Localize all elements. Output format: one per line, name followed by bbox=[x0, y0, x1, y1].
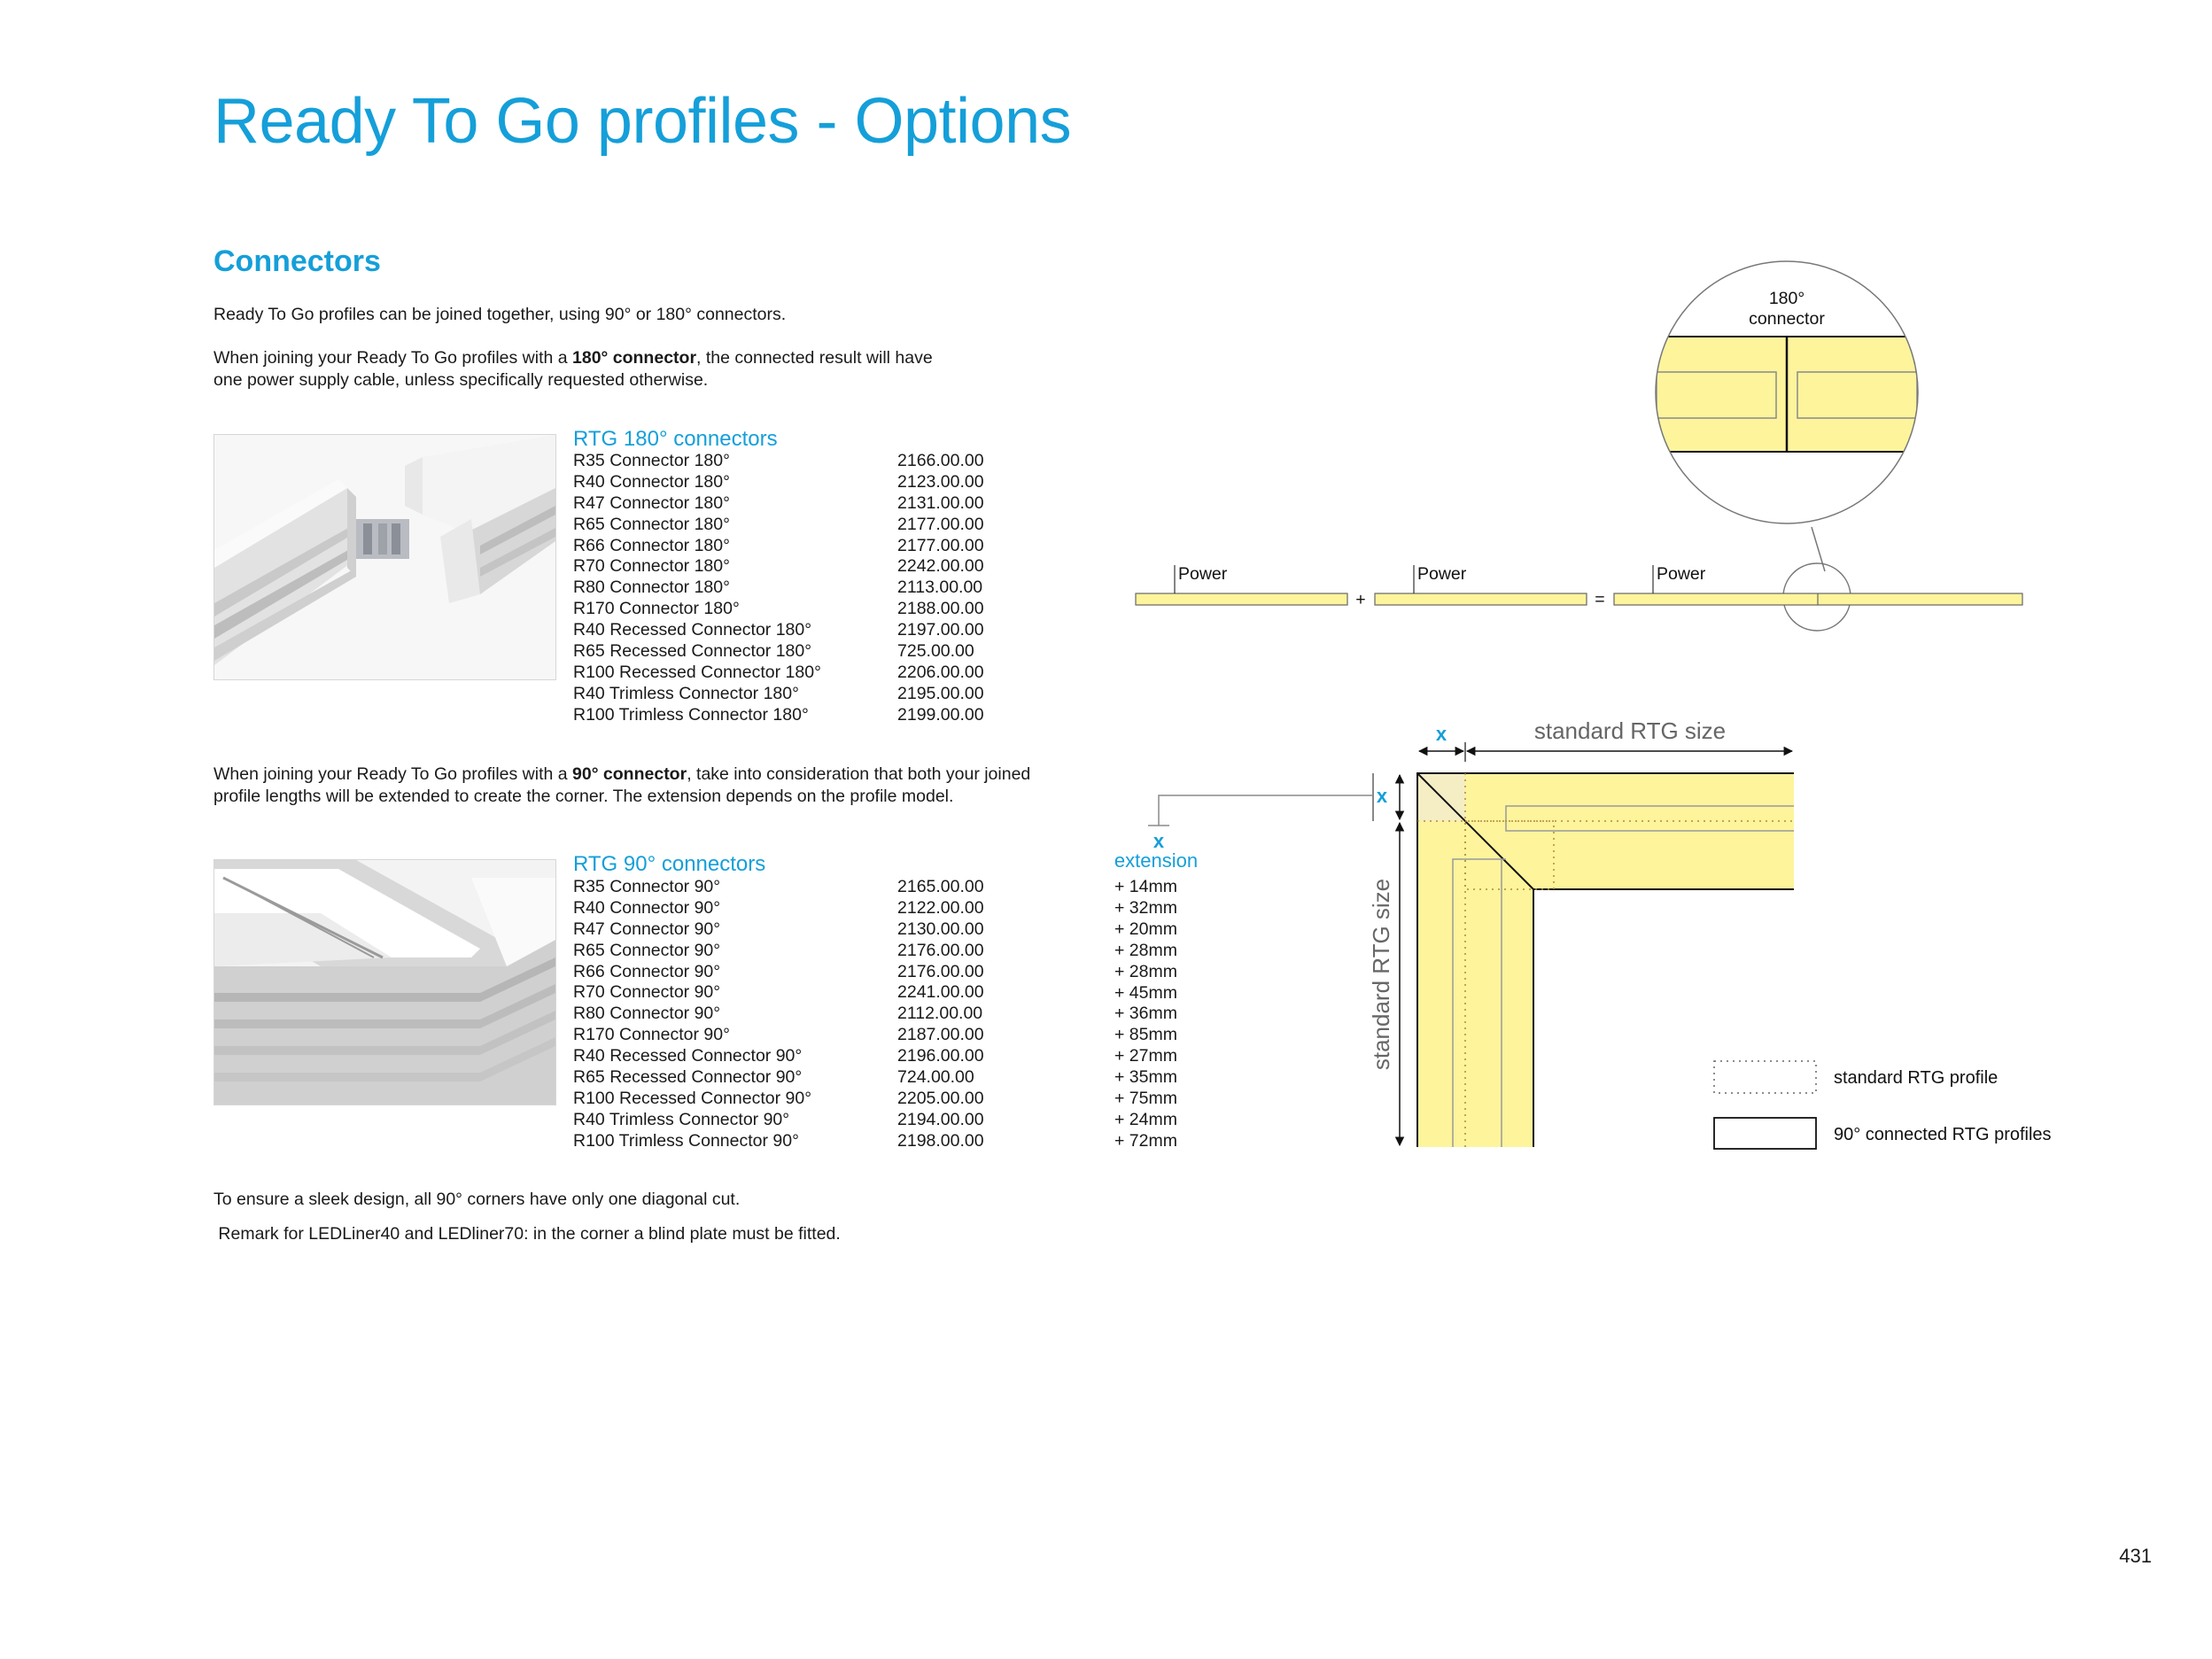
magnified-joint bbox=[1648, 337, 1931, 452]
x-label-extension: x bbox=[1153, 830, 1165, 852]
table-row bbox=[573, 536, 1016, 557]
extension-value: + 24mm bbox=[1114, 1109, 1177, 1129]
table-row bbox=[573, 578, 1016, 599]
table-row bbox=[573, 556, 1016, 578]
article-number: 2130.00.00 bbox=[897, 919, 984, 939]
power-label-1: Power bbox=[1178, 564, 1228, 584]
connector-180-illustration bbox=[214, 435, 555, 679]
connector-name: R66 Connector 180° bbox=[573, 535, 730, 555]
connector-name: R70 Connector 180° bbox=[573, 556, 730, 577]
article-number: 2176.00.00 bbox=[897, 961, 984, 981]
table-row bbox=[573, 451, 1016, 472]
table-row bbox=[573, 1025, 1016, 1046]
article-number: 2177.00.00 bbox=[897, 535, 984, 555]
table-row bbox=[573, 515, 1016, 536]
extension-value: + 45mm bbox=[1114, 982, 1177, 1003]
extension-label: extension bbox=[1114, 849, 1199, 872]
connector-name: R170 Connector 180° bbox=[573, 599, 740, 619]
connector-90-illustration bbox=[214, 860, 555, 1105]
article-number: 2196.00.00 bbox=[897, 1046, 984, 1066]
section-title: Connectors bbox=[213, 244, 381, 278]
connector-name: R40 Connector 180° bbox=[573, 471, 730, 492]
table-row bbox=[573, 1004, 1016, 1025]
extension-value: + 20mm bbox=[1114, 919, 1177, 939]
connector-name: R40 Connector 90° bbox=[573, 897, 721, 918]
extension-value: + 75mm bbox=[1114, 1089, 1177, 1109]
article-number: 2241.00.00 bbox=[897, 982, 984, 1003]
article-number: 2166.00.00 bbox=[897, 451, 984, 470]
article-number: 2195.00.00 bbox=[897, 683, 984, 703]
extension-value: + 36mm bbox=[1114, 1004, 1177, 1024]
table-row bbox=[573, 1131, 1016, 1152]
profile-bar-2 bbox=[1375, 593, 1587, 605]
legend-standard-label: standard RTG profile bbox=[1834, 1068, 1999, 1088]
connector-name: R47 Connector 90° bbox=[573, 919, 721, 939]
profile-bar-1 bbox=[1136, 593, 1347, 605]
article-number: 2187.00.00 bbox=[897, 1025, 984, 1045]
table-90-heading: RTG 90° connectors bbox=[573, 852, 766, 876]
connector-name: R65 Recessed Connector 90° bbox=[573, 1067, 803, 1088]
article-number: 2177.00.00 bbox=[897, 514, 984, 534]
connector-name: R100 Trimless Connector 180° bbox=[573, 704, 809, 725]
connector-name: R40 Trimless Connector 180° bbox=[573, 683, 799, 703]
equals-sign: = bbox=[1595, 590, 1605, 609]
diagram-180-connection bbox=[1125, 257, 2029, 647]
table-row bbox=[573, 705, 1016, 726]
connector-label-word: connector bbox=[1749, 309, 1825, 329]
diagram-90-corner bbox=[1098, 709, 2055, 1160]
table-180-heading: RTG 180° connectors bbox=[573, 427, 778, 451]
paragraph-180: When joining your Ready To Go profiles with a 180° connector, the connected result will have one power supply cable, unless specifically requested otherwise. bbox=[213, 348, 933, 390]
connector-name: R66 Connector 90° bbox=[573, 961, 721, 981]
connector-name: R35 Connector 180° bbox=[573, 451, 730, 470]
article-number: 2198.00.00 bbox=[897, 1130, 984, 1151]
table-row bbox=[573, 599, 1016, 620]
table-row bbox=[573, 962, 1016, 983]
connector-name: R70 Connector 90° bbox=[573, 982, 721, 1003]
article-number: 2113.00.00 bbox=[897, 578, 983, 598]
page-number: 431 bbox=[2119, 1545, 2152, 1567]
extension-value: + 14mm bbox=[1114, 877, 1177, 896]
table-row bbox=[573, 982, 1016, 1004]
photo-180-connector bbox=[213, 434, 556, 680]
table-row bbox=[573, 663, 1016, 684]
legend-connected-label: 90° connected RTG profiles bbox=[1834, 1125, 2052, 1144]
article-number: 2123.00.00 bbox=[897, 471, 984, 492]
article-number: 2194.00.00 bbox=[897, 1109, 984, 1129]
connector-name: R170 Connector 90° bbox=[573, 1025, 730, 1045]
connector-name: R47 Connector 180° bbox=[573, 492, 730, 513]
legend-connected-swatch bbox=[1714, 1118, 1816, 1149]
extension-value: + 72mm bbox=[1114, 1130, 1177, 1151]
table-row bbox=[573, 1067, 1016, 1089]
connector-label-degree: 180° bbox=[1768, 289, 1805, 308]
connector-name: R40 Recessed Connector 180° bbox=[573, 620, 812, 640]
connector-name: R65 Connector 90° bbox=[573, 940, 721, 960]
article-number: 2165.00.00 bbox=[897, 877, 984, 896]
note-blind-plate: Remark for LEDLiner40 and LEDliner70: in the corner a blind plate must be fitted. bbox=[213, 1224, 841, 1244]
x-label-top: x bbox=[1435, 723, 1448, 745]
extension-value: + 28mm bbox=[1114, 961, 1177, 981]
article-number: 724.00.00 bbox=[897, 1067, 974, 1088]
photo-90-connector bbox=[213, 859, 556, 1105]
table-row bbox=[573, 919, 1016, 941]
extension-value: + 85mm bbox=[1114, 1025, 1177, 1045]
table-row bbox=[573, 1089, 1016, 1110]
connector-name: R80 Connector 90° bbox=[573, 1004, 721, 1024]
article-number: 2176.00.00 bbox=[897, 940, 984, 960]
extension-value: + 35mm bbox=[1114, 1067, 1177, 1088]
connector-name: R40 Trimless Connector 90° bbox=[573, 1109, 790, 1129]
table-row bbox=[573, 1110, 1016, 1131]
article-number: 2112.00.00 bbox=[897, 1004, 983, 1024]
legend-standard-swatch bbox=[1714, 1061, 1816, 1093]
connector-name: R35 Connector 90° bbox=[573, 877, 721, 896]
article-number: 2199.00.00 bbox=[897, 704, 984, 725]
table-180 bbox=[573, 451, 1016, 726]
page-title: Ready To Go profiles - Options bbox=[213, 86, 1072, 157]
article-number: 2188.00.00 bbox=[897, 599, 984, 619]
extension-value: + 28mm bbox=[1114, 940, 1177, 960]
table-row bbox=[573, 684, 1016, 705]
table-row bbox=[573, 620, 1016, 641]
paragraph-90: When joining your Ready To Go profiles with a 90° connector, take into consideration that both your joined profile lengths will be extended to create the corner. The extension depends on the profile model. bbox=[213, 764, 1031, 806]
power-label-2: Power bbox=[1417, 564, 1467, 584]
extension-value: + 32mm bbox=[1114, 897, 1177, 918]
table-row bbox=[573, 641, 1016, 663]
article-number: 2131.00.00 bbox=[897, 492, 984, 513]
connector-name: R80 Connector 180° bbox=[573, 578, 730, 598]
plus-sign: + bbox=[1355, 590, 1366, 609]
intro-text: Ready To Go profiles can be joined together, using 90° or 180° connectors. bbox=[213, 305, 787, 324]
standard-size-label-vertical: standard RTG size bbox=[1368, 878, 1394, 1071]
table-row bbox=[573, 493, 1016, 515]
x-label-side: x bbox=[1376, 785, 1388, 807]
article-number: 2122.00.00 bbox=[897, 897, 984, 918]
table-row bbox=[573, 472, 1016, 493]
connector-name: R100 Trimless Connector 90° bbox=[573, 1130, 799, 1151]
connector-name: R100 Recessed Connector 90° bbox=[573, 1088, 812, 1108]
connector-name: R100 Recessed Connector 180° bbox=[573, 662, 821, 682]
table-row bbox=[573, 941, 1016, 962]
connector-name: R65 Recessed Connector 180° bbox=[573, 641, 812, 662]
article-number: 2242.00.00 bbox=[897, 556, 984, 577]
table-row bbox=[573, 898, 1016, 919]
table-90 bbox=[573, 877, 1016, 1152]
article-number: 2197.00.00 bbox=[897, 620, 984, 640]
connector-name: R65 Connector 180° bbox=[573, 514, 730, 534]
power-label-3: Power bbox=[1657, 564, 1706, 584]
article-number: 725.00.00 bbox=[897, 641, 974, 662]
connector-name: R40 Recessed Connector 90° bbox=[573, 1046, 803, 1066]
article-number: 2206.00.00 bbox=[897, 662, 984, 682]
extension-value: + 27mm bbox=[1114, 1046, 1177, 1066]
standard-size-label-horizontal: standard RTG size bbox=[1533, 717, 1727, 744]
table-row bbox=[573, 1046, 1016, 1067]
note-diagonal-cut: To ensure a sleek design, all 90° corners have only one diagonal cut. bbox=[213, 1190, 741, 1209]
article-number: 2205.00.00 bbox=[897, 1088, 984, 1108]
table-row bbox=[573, 877, 1016, 898]
